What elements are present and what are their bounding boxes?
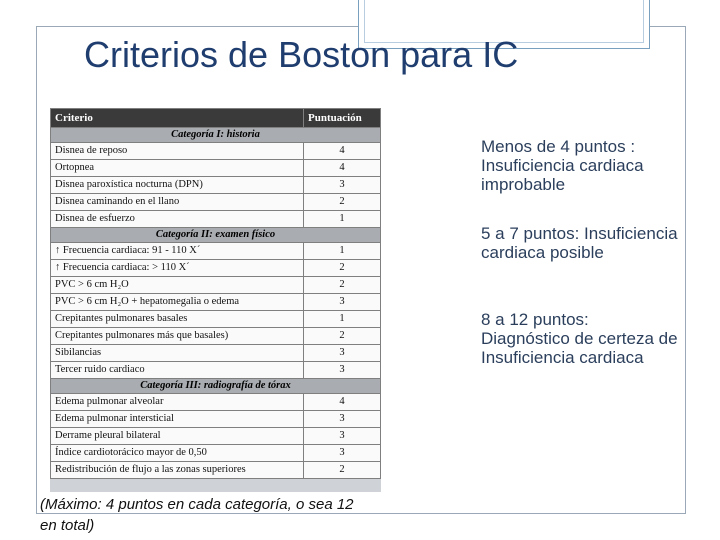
score-cell: 4	[304, 160, 381, 177]
criterion-cell: ↑ Frecuencia cardiaca: 91 - 110 X´	[51, 243, 304, 260]
criterion-cell: Derrame pleural bilateral	[51, 428, 304, 445]
criterion-cell: Disnea de reposo	[51, 143, 304, 160]
table-row	[51, 243, 381, 260]
category-label: Categoría III: radiografía de tórax	[51, 379, 381, 394]
score-cell: 2	[304, 260, 381, 277]
criterion-cell: Redistribución de flujo a las zonas superiores	[51, 462, 304, 479]
category-row	[51, 228, 381, 243]
criterion-cell: Índice cardiotorácico mayor de 0,50	[51, 445, 304, 462]
criterion-cell: Crepitantes pulmonares más que basales)	[51, 328, 304, 345]
table-row	[51, 411, 381, 428]
table-row	[51, 394, 381, 411]
score-cell: 3	[304, 345, 381, 362]
table-row	[51, 211, 381, 228]
criterion-cell: Edema pulmonar intersticial	[51, 411, 304, 428]
table-row	[51, 177, 381, 194]
criterion-cell: Crepitantes pulmonares basales	[51, 311, 304, 328]
score-cell: 3	[304, 411, 381, 428]
table-row	[51, 194, 381, 211]
criterion-cell: Tercer ruido cardiaco	[51, 362, 304, 379]
score-cell: 2	[304, 328, 381, 345]
criterion-cell: Edema pulmonar alveolar	[51, 394, 304, 411]
category-label: Categoría I: historia	[51, 128, 381, 143]
score-cell: 2	[304, 194, 381, 211]
score-column-header: Puntuación	[304, 109, 381, 128]
table-row	[51, 428, 381, 445]
criterion-cell: PVC > 6 cm H₂O	[51, 277, 304, 294]
criterion-cell: ↑ Frecuencia cardiaca: > 110 X´	[51, 260, 304, 277]
score-cell: 3	[304, 294, 381, 311]
score-cell: 3	[304, 445, 381, 462]
category-label: Categoría II: examen físico	[51, 228, 381, 243]
criterion-cell: Sibilancias	[51, 345, 304, 362]
criterion-cell: Disnea de esfuerzo	[51, 211, 304, 228]
score-cell: 3	[304, 428, 381, 445]
boston-criteria-table-wrapper	[50, 108, 381, 492]
slide-title: Criterios de Boston para IC	[84, 34, 519, 75]
footnote: (Máximo: 4 puntos en cada categoría, o sea 12 en total)	[40, 496, 354, 534]
table-row	[51, 362, 381, 379]
score-cell: 3	[304, 362, 381, 379]
score-cell: 1	[304, 211, 381, 228]
score-cell: 2	[304, 462, 381, 479]
table-row	[51, 345, 381, 362]
criterion-cell: Disnea caminando en el llano	[51, 194, 304, 211]
table-row	[51, 462, 381, 479]
table-row	[51, 445, 381, 462]
score-cell: 1	[304, 311, 381, 328]
criterion-column-header: Criterio	[51, 109, 304, 128]
table-row	[51, 277, 381, 294]
table-row	[51, 311, 381, 328]
interpretation-high: 8 a 12 puntos: Diagnóstico de certeza de Insuficiencia cardiaca	[481, 310, 678, 367]
interpretation-low: Menos de 4 puntos : Insuficiencia cardiaca improbable	[481, 137, 644, 194]
score-cell: 2	[304, 277, 381, 294]
interpretation-medium: 5 a 7 puntos: Insuficiencia cardiaca posible	[481, 224, 678, 262]
table-row	[51, 260, 381, 277]
table-header-row	[51, 109, 381, 128]
category-row	[51, 379, 381, 394]
score-cell: 1	[304, 243, 381, 260]
table-row	[51, 143, 381, 160]
boston-criteria-table	[50, 108, 381, 479]
table-row	[51, 294, 381, 311]
category-row	[51, 128, 381, 143]
criterion-cell: Disnea paroxística nocturna (DPN)	[51, 177, 304, 194]
score-cell: 3	[304, 177, 381, 194]
criterion-cell: PVC > 6 cm H₂O + hepatomegalia o edema	[51, 294, 304, 311]
criterion-cell: Ortopnea	[51, 160, 304, 177]
table-row	[51, 328, 381, 345]
score-cell: 4	[304, 143, 381, 160]
score-cell: 4	[304, 394, 381, 411]
table-row	[51, 160, 381, 177]
